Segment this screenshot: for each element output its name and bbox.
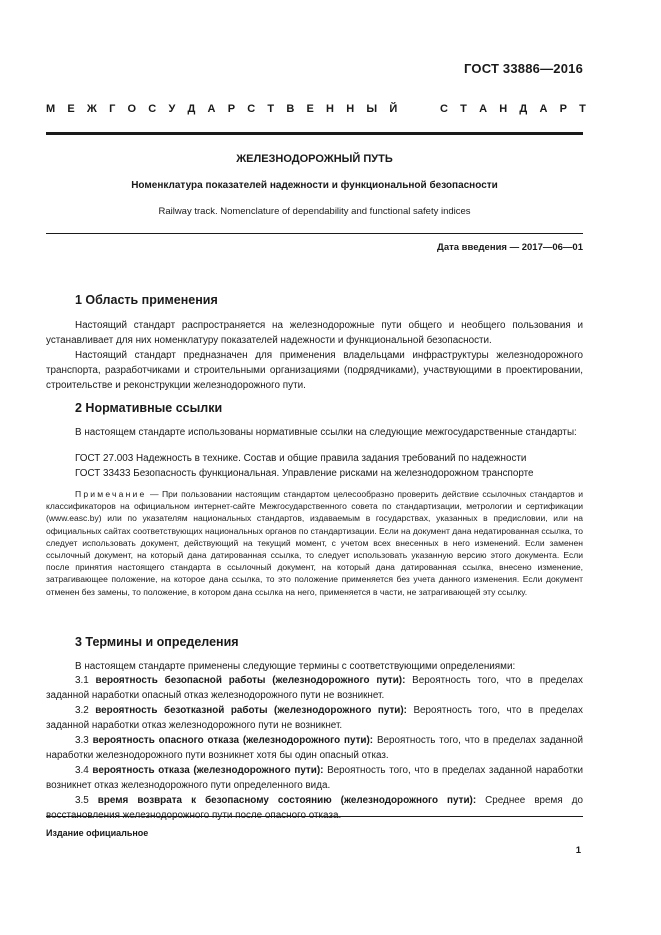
reference-note <box>46 488 583 598</box>
banner-letter: Ж <box>86 103 97 115</box>
banner-letter: Е <box>67 103 75 115</box>
english-title: Railway track. Nomenclature of dependability and functional safety indices <box>158 206 471 217</box>
banner-letter: Е <box>306 103 314 115</box>
term-number: 3.4 <box>75 765 93 776</box>
banner-letter: Р <box>559 103 567 115</box>
document-code: ГОСТ 33886—2016 <box>464 61 583 76</box>
term-name: вероятность опасного отказа (железнодорожного пути): <box>92 735 374 746</box>
term-definition: Вероятность того, что в пределах заданной наработки возникнет отказ железнодорожного пути определенного вида. <box>46 765 583 791</box>
banner-letter: Д <box>187 103 196 115</box>
banner-letter: Ы <box>366 103 378 115</box>
banner-letter: Н <box>326 103 334 115</box>
banner-letter <box>409 103 412 115</box>
title-rule <box>46 233 583 234</box>
section-3-heading: 3 Термины и определения <box>75 635 239 649</box>
section-2-paragraph-1: В настоящем стандарте использованы нормативные ссылки на следующие межгосударственные стандарты: <box>75 427 577 438</box>
footer-rule <box>46 816 583 817</box>
term-3-5 <box>46 793 583 823</box>
banner-letter: С <box>439 103 448 115</box>
banner-letter: Н <box>499 103 508 115</box>
banner-letter: О <box>127 103 137 115</box>
section-1-paragraph-2: Настоящий стандарт предназначен для применения владельцами инфраструктуры железнодорожного транспорта, разработчиками и строительными организациями (подрядчиками), участвующими в проектировании, строительстве и реконструкции железнодорожного пути. <box>46 350 583 391</box>
term-name: вероятность отказа (железнодорожного пути): <box>92 765 324 776</box>
term-definition: Вероятность того, что в пределах заданной наработки опасный отказ железнодорожного пути не возникнет. <box>46 675 583 701</box>
banner-letter: У <box>168 103 176 115</box>
document-title: ЖЕЛЕЗНОДОРОЖНЫЙ ПУТЬ <box>236 153 393 165</box>
term-number: 3.2 <box>75 705 96 716</box>
introduction-date: Дата введения — 2017—06—01 <box>437 242 583 253</box>
term-3-2 <box>46 703 583 733</box>
term-3-4 <box>46 763 583 793</box>
banner-letter <box>425 103 428 115</box>
banner-letter: Н <box>346 103 355 115</box>
term-definition: Вероятность того, что в пределах заданной наработки железнодорожного пути возникнет хотя бы один опасный отказ. <box>46 735 583 761</box>
term-number: 3.1 <box>75 675 96 686</box>
term-3-3 <box>46 733 583 763</box>
banner-letter: Й <box>389 103 398 115</box>
banner-letter: А <box>207 103 216 115</box>
interstate-standard-banner <box>46 103 586 115</box>
reference-2: ГОСТ 33433 Безопасность функциональная. Управление рисками на железнодорожном транспорте <box>75 468 534 479</box>
banner-letter: М <box>46 103 56 115</box>
banner-letter: В <box>286 103 295 115</box>
term-definition: Среднее время до <box>485 795 583 806</box>
banner-letter: А <box>479 103 488 115</box>
page-number: 1 <box>575 845 581 856</box>
banner-letter: Р <box>227 103 236 115</box>
term-number: 3.3 <box>75 735 93 746</box>
section-1-paragraph-1: Настоящий стандарт распространяется на железнодорожные пути общего и необщего пользования и устанавливает для них номенклатуру показателей надежности и функциональной безопасности. <box>46 320 583 346</box>
note-label: Примечание <box>75 489 147 499</box>
banner-letter: А <box>539 103 548 115</box>
banner-letter: С <box>148 103 157 115</box>
banner-letter: Т <box>267 103 275 115</box>
banner-letter: Т <box>460 103 467 115</box>
section-3-intro: В настоящем стандарте применены следующие термины с соответствующими определениями: <box>75 661 516 672</box>
banner-letter: С <box>247 103 256 115</box>
term-definition: Вероятность того, что в пределах заданной наработки отказ железнодорожного пути не возникнет. <box>46 705 583 731</box>
term-name: время возврата к безопасному состоянию (железнодорожного пути): <box>97 795 477 806</box>
banner-letter: Г <box>109 103 116 115</box>
banner-letter: Т <box>579 103 586 115</box>
header-rule <box>46 132 583 135</box>
banner-letter: Д <box>519 103 528 115</box>
term-3-1 <box>46 673 583 703</box>
term-number: 3.5 <box>75 795 98 806</box>
reference-1: ГОСТ 27.003 Надежность в технике. Состав и общие правила задания требований по надежности <box>75 453 527 464</box>
term-name: вероятность безопасной работы (железнодорожного пути): <box>95 675 406 686</box>
term-name: вероятность безотказной работы (железнодорожного пути): <box>95 705 407 716</box>
section-2-heading: 2 Нормативные ссылки <box>75 401 223 415</box>
edition-label: Издание официальное <box>46 828 149 838</box>
note-text: — При пользовании настоящим стандартом целесообразно проверить действие ссылочных стандартов и классификаторов на официальном интернет-сайте Межгосударственного совета по стандартизации, метрологии и сертификации (www.easc.by) или по указателям национальных стандартов, издаваемым в государствах, указанных в предисловии, или на официальных сайтах соответствующих национальных органов по стандартизации. Если на документ дана недатированная ссылка, то следует использовать документ, действующий на текущий момент, с учетом всех внесенных в него изменений. Если заменен ссылочный документ, на который дана датированная ссылка, то следует использовать указанную версию этого документа. Если после принятия настоящего стандарта в ссылочный документ, на который дана датированная ссылка, внесено изменение, затрагивающее положение, на которое дана ссылка, то это положение применяется без учета данного изменения. Если документ отменен без замены, то положение, в котором дана ссылка на него, применяется в части, не затрагивающей эту ссылку. <box>46 489 583 597</box>
document-subtitle: Номенклатура показателей надежности и функциональной безопасности <box>131 180 498 191</box>
section-1-heading: 1 Область применения <box>75 293 218 307</box>
